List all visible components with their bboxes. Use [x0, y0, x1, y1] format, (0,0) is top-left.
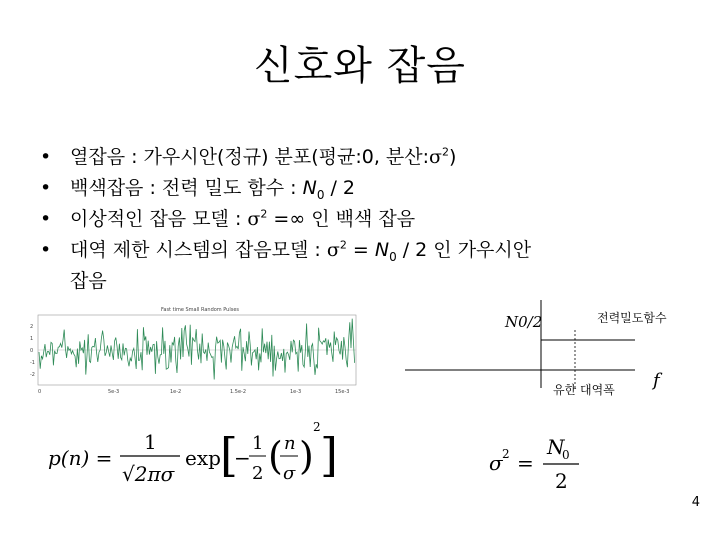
x-tick-label: 1.5e-2 [230, 389, 247, 395]
y-tick-label: -2 [30, 372, 35, 378]
y-tick-label: 2 [30, 324, 34, 330]
density-level-label: N0/2 [505, 313, 543, 331]
n0-symbol: N [547, 435, 565, 459]
right-paren: ) [299, 434, 314, 478]
formula-lhs: p(n) = [48, 446, 113, 470]
half-numerator: 1 [252, 433, 264, 454]
power-spectral-density-diagram [405, 300, 715, 405]
noise-waveform-plot [30, 303, 360, 398]
bullet-list [40, 142, 710, 297]
y-tick-label: 0 [30, 348, 34, 354]
y-tick-label: -1 [30, 360, 35, 366]
exp-label: exp [185, 446, 221, 470]
minus-sign: − [234, 446, 251, 470]
gaussian-pdf-formula [40, 415, 340, 495]
psd-title-label: 전력밀도함수 [597, 311, 667, 325]
formula-denominator: √2πσ [122, 462, 175, 486]
bullet-ideal-noise-model: • 이상적인 잡음 모델 : $\sigma^2$ =∞ 인 백색 잡음 [40, 204, 710, 235]
x-tick-label: 15e-3 [335, 389, 350, 395]
inner-numerator: n [284, 433, 296, 454]
formula-numerator: 1 [144, 430, 157, 454]
variance-formula [485, 432, 595, 494]
noise-plot-title: Fast time Small Random Pulses [160, 307, 240, 313]
equals-sign: = [517, 451, 534, 475]
x-tick-label: 5e-3 [108, 389, 120, 395]
x-tick-label: 1e-3 [290, 389, 302, 395]
square-exponent: 2 [313, 420, 321, 434]
inner-denominator: σ [283, 463, 296, 484]
variance-denominator: 2 [555, 469, 568, 493]
bullet-band-limited-noise: • 대역 제한 시스템의 잡음모델 : $\sigma^2 = N_0 / 2$ 인 가우시안 잡음 [40, 235, 710, 297]
bandwidth-label: 유한 대역폭 [553, 383, 615, 397]
bullet-thermal-noise: • 열잡음 : 가우시안(정규) 분포(평균:0, 분산$:\sigma^2$) [40, 142, 710, 173]
right-bracket: ] [320, 428, 338, 482]
left-bracket: [ [220, 428, 238, 482]
page-number: 4 [691, 495, 700, 510]
y-tick-label: 1 [30, 336, 34, 342]
sigma-symbol: σ [489, 451, 503, 475]
n0-subscript: 0 [562, 448, 570, 462]
slide-title: 신호와 잡음 [254, 43, 466, 89]
x-tick-label: 1e-2 [170, 389, 182, 395]
left-paren: ( [268, 434, 283, 478]
frequency-axis-label: f [653, 370, 660, 391]
x-tick-label: 0 [38, 389, 42, 395]
sigma-exponent: 2 [502, 447, 510, 461]
bullet-white-noise: • 백색잡음 : 전력 밀도 함수 : $N_0 / 2$ [40, 173, 710, 204]
half-denominator: 2 [252, 463, 264, 484]
noise-waveform-line [39, 319, 355, 380]
